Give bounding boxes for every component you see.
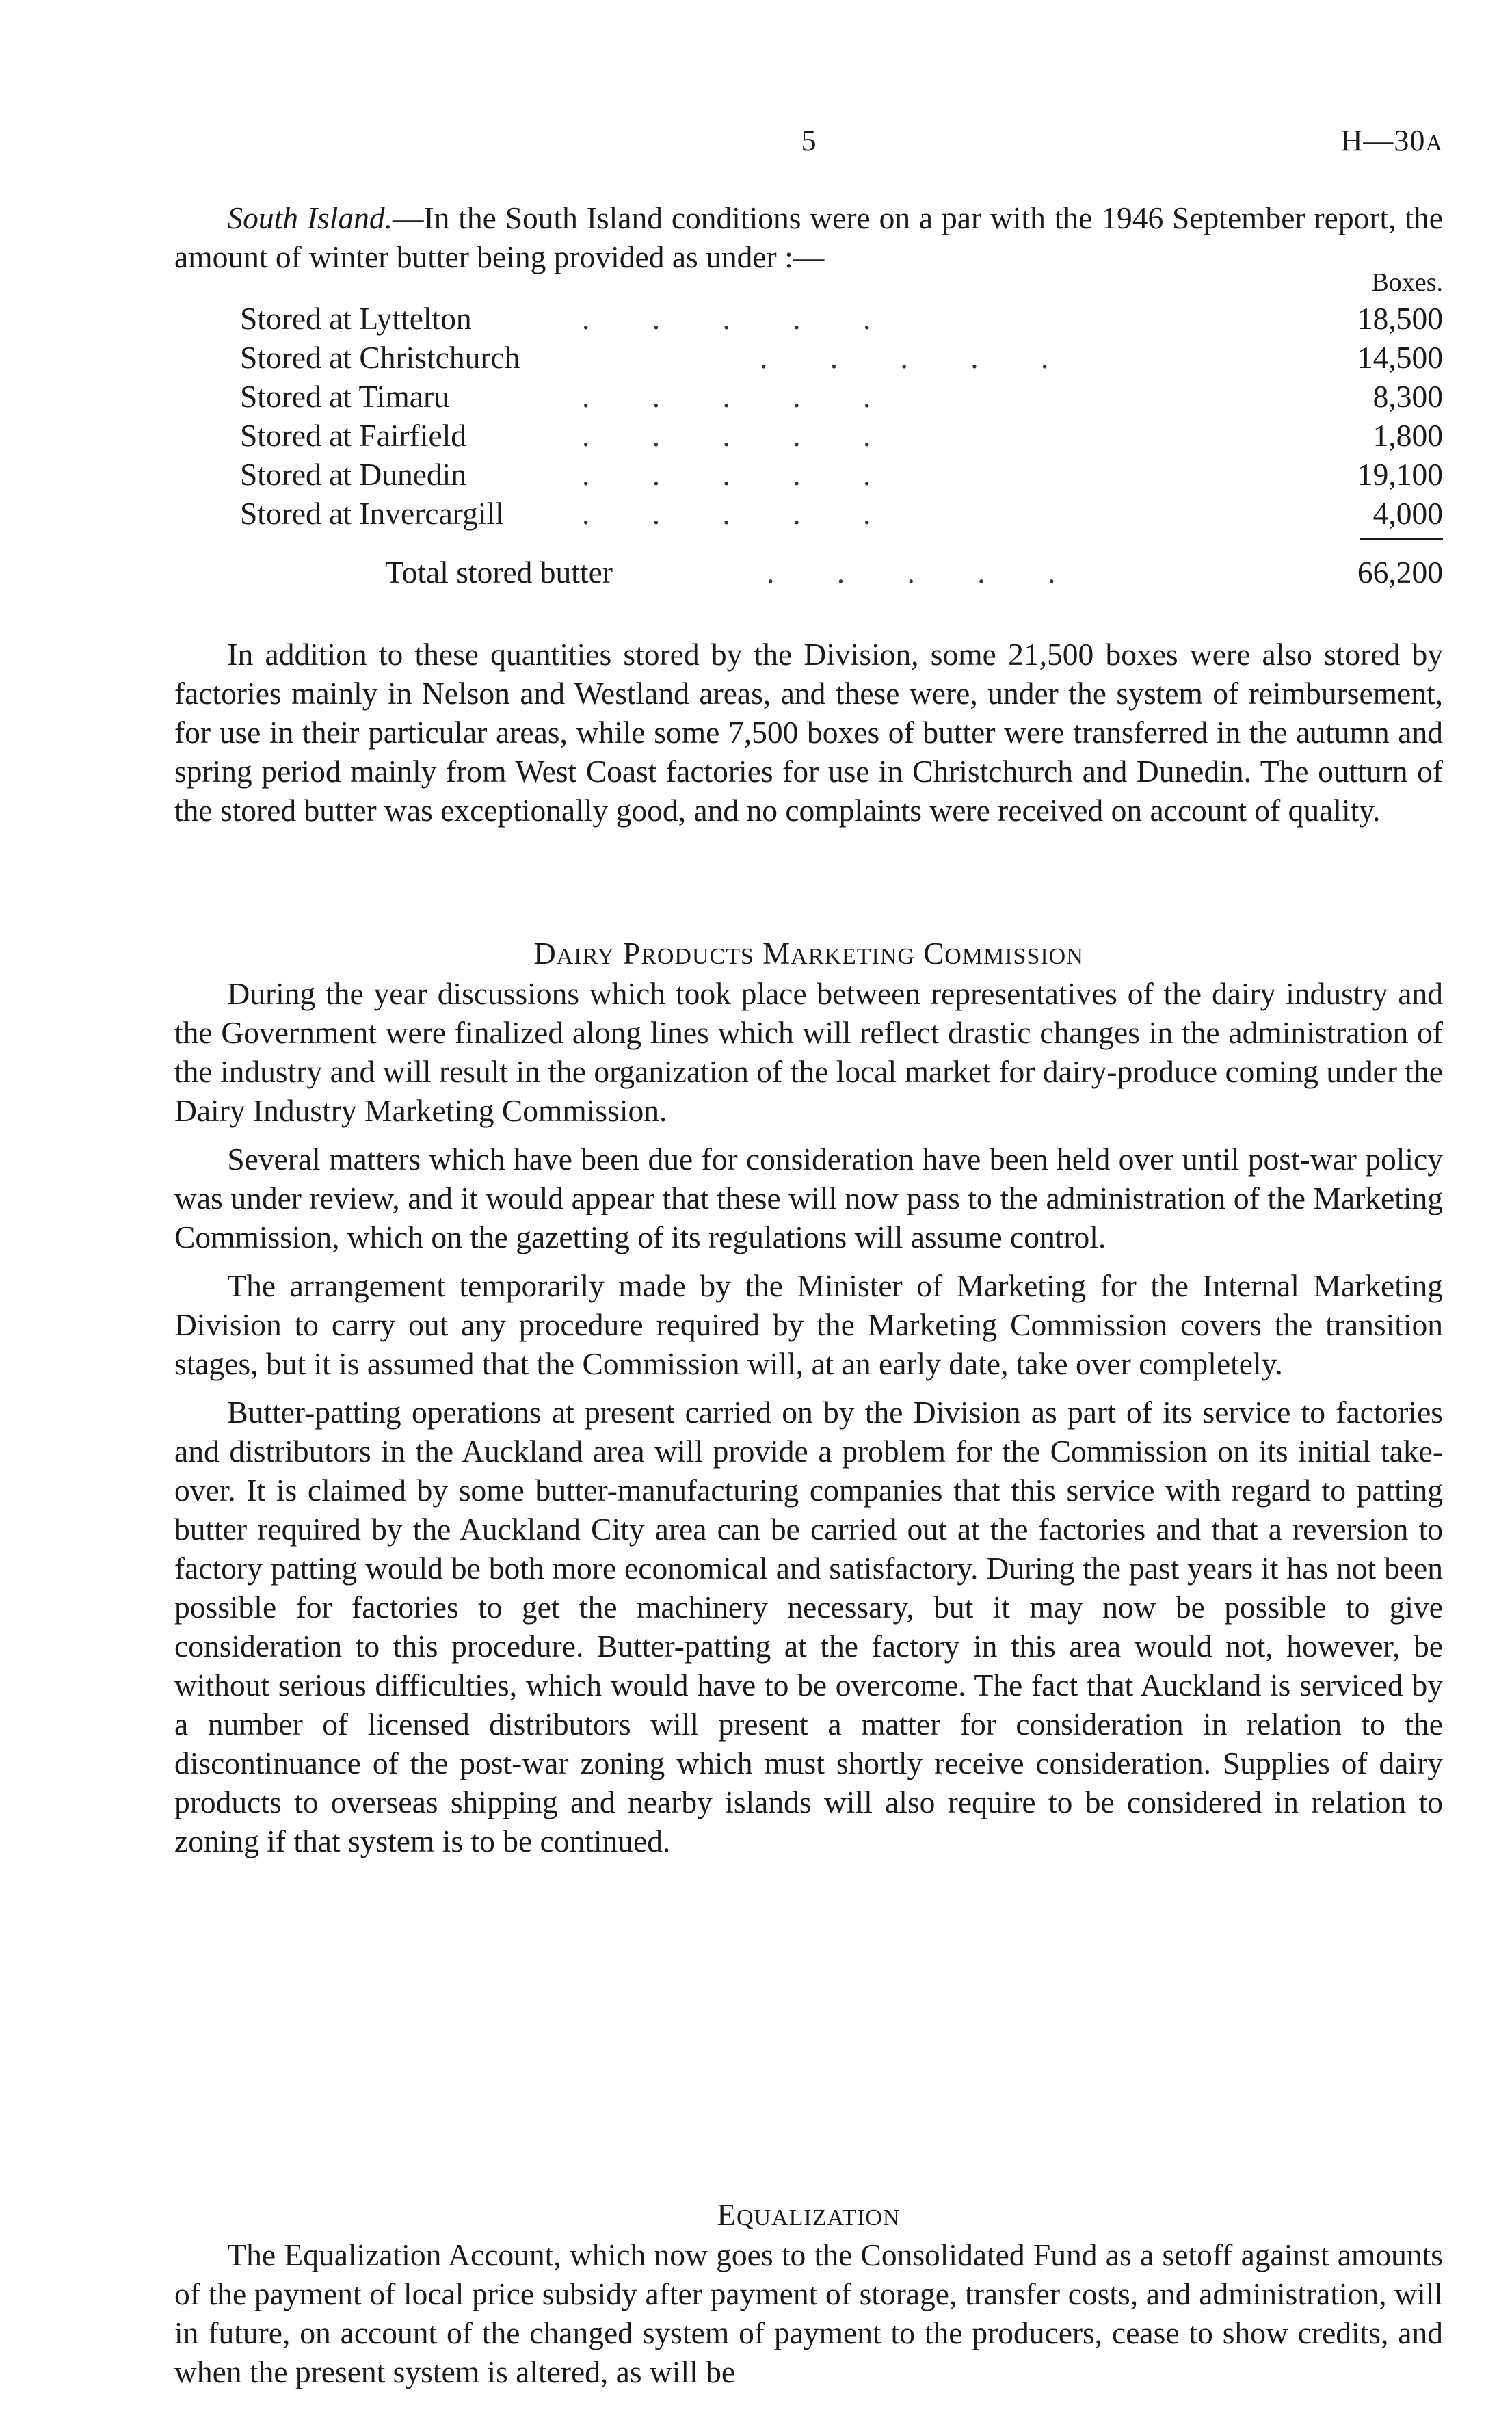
table-row [240, 494, 1443, 533]
paragraph: During the year discussions which took place between representatives of the dairy industry and the Government were finalized along lines which will reflect drastic changes in the administration of the industry and will result in the organization of the local market for dairy-produce coming under the Dairy Industry Marketing Commission. [174, 976, 1443, 1128]
paragraph: The Equalization Account, which now goes to the Consolidated Fund as a setoff against amounts of the payment of local price subsidy after payment of storage, transfer costs, and administration, will in future, on account of the changed system of payment to the producers, cease to show credits, and when the present system is altered, as will be [174, 2237, 1443, 2389]
row-value: 19,100 [1357, 457, 1443, 492]
section-heading-equalization [174, 2197, 1443, 2233]
row-value: 1,800 [1372, 418, 1443, 453]
row-label: Stored at Invercargill [240, 496, 504, 531]
row-label: Stored at Lyttelton [240, 301, 472, 336]
table-row [240, 338, 1443, 377]
row-leader: . . . . . [582, 496, 899, 531]
row-leader: . . . . . [582, 418, 899, 453]
table-row [240, 377, 1443, 416]
row-value: 8,300 [1372, 379, 1443, 414]
storage-summary-paragraph [174, 635, 1443, 830]
paragraph: Butter-patting operations at present carried on by the Division as part of its service to factories and distributors in the Auckland area will provide a problem for the Commission on its initial take-over. It is claimed by some butter-manufacturing companies that this service with regard to patting butter required by the Auckland City area can be carried out at the factories and that a reversion to factory patting would be both more economical and satisfactory. During the past years it has not been possible for factories to get the machinery necessary, but it may now be possible to give consideration to this procedure. Butter-patting at the factory in this area would not, however, be without serious difficulties, which would have to be overcome. The fact that Auckland is serviced by a number of licensed distributors will present a matter for consideration in relation to the discontinuance of the post-war zoning which must shortly receive consideration. Supplies of dairy products to overseas shipping and nearby islands will also require to be considered in relation to zoning if that system is to be continued. [174, 1395, 1443, 1858]
row-value: 4,000 [1372, 496, 1443, 531]
row-label: Stored at Dunedin [240, 457, 467, 492]
row-value: 18,500 [1357, 301, 1443, 336]
heading-word: PRODUCTS [623, 936, 754, 971]
row-leader: . . . . . [582, 379, 899, 414]
total-rule [1360, 538, 1443, 540]
heading-rest: QUALIZATION [736, 2205, 901, 2231]
paragraph: The arrangement temporarily made by the Minister of Marketing for the Internal Marketing Division to carry out any procedure required by the Marketing Commission covers the transition stages, but it is assumed that the Commission will, at an early date, take over completely. [174, 1268, 1443, 1381]
table-row [240, 455, 1443, 494]
row-leader: . . . . . [582, 301, 899, 336]
equalization-section-body [174, 2235, 1443, 2391]
page-header [174, 123, 1443, 164]
section-heading-dairy-products [174, 936, 1443, 971]
row-leader: . . . . . [760, 340, 1076, 375]
paragraph: Several matters which have been due for consideration have been held over until post-war policy was under review, and it would appear that these will now pass to the administration of the Marketing Commission, which on the gazetting of its regulations will assume control. [174, 1142, 1443, 1254]
total-label: Total stored butter [385, 555, 613, 590]
heading-initial: E [717, 2198, 737, 2232]
page-number: 5 [801, 124, 817, 157]
table-total-row [240, 553, 1443, 592]
total-value: 66,200 [1357, 555, 1443, 590]
row-label: Stored at Fairfield [240, 418, 467, 453]
heading-word: DAIRY [533, 936, 615, 971]
row-value: 14,500 [1357, 340, 1443, 375]
table-row [240, 416, 1443, 455]
dairy-section-body [174, 974, 1443, 1861]
table-row [240, 299, 1443, 338]
south-island-text: —In the South Island conditions were on a par with the 1946 September report, the amount of winter butter being provided as under :— [174, 200, 1443, 274]
row-label: Stored at Timaru [240, 379, 449, 414]
table-unit-header: Boxes. [1371, 268, 1443, 297]
document-id-prefix: H—30 [1340, 124, 1426, 157]
heading-word: COMMISSION [923, 936, 1084, 971]
document-id [1341, 123, 1443, 158]
document-id-suffix: A [1425, 131, 1443, 156]
total-leader: . . . . . [767, 555, 1083, 590]
row-leader: . . . . . [582, 457, 899, 492]
paragraph: In addition to these quantities stored by the Division, some 21,500 boxes were also stored by factories mainly in Nelson and Westland areas, and these were, under the system of reimbursement, for use in their particular areas, while some 7,500 boxes of butter were transferred in the autumn and spring period mainly from West Coast factories for use in Christchurch and Dunedin. The outturn of the stored butter was exceptionally good, and no complaints were received on account of quality. [174, 637, 1443, 828]
stored-butter-table [174, 260, 1443, 616]
row-label: Stored at Christchurch [240, 340, 520, 375]
south-island-lead: South Island. [227, 200, 393, 235]
heading-word: MARKETING [762, 936, 915, 971]
